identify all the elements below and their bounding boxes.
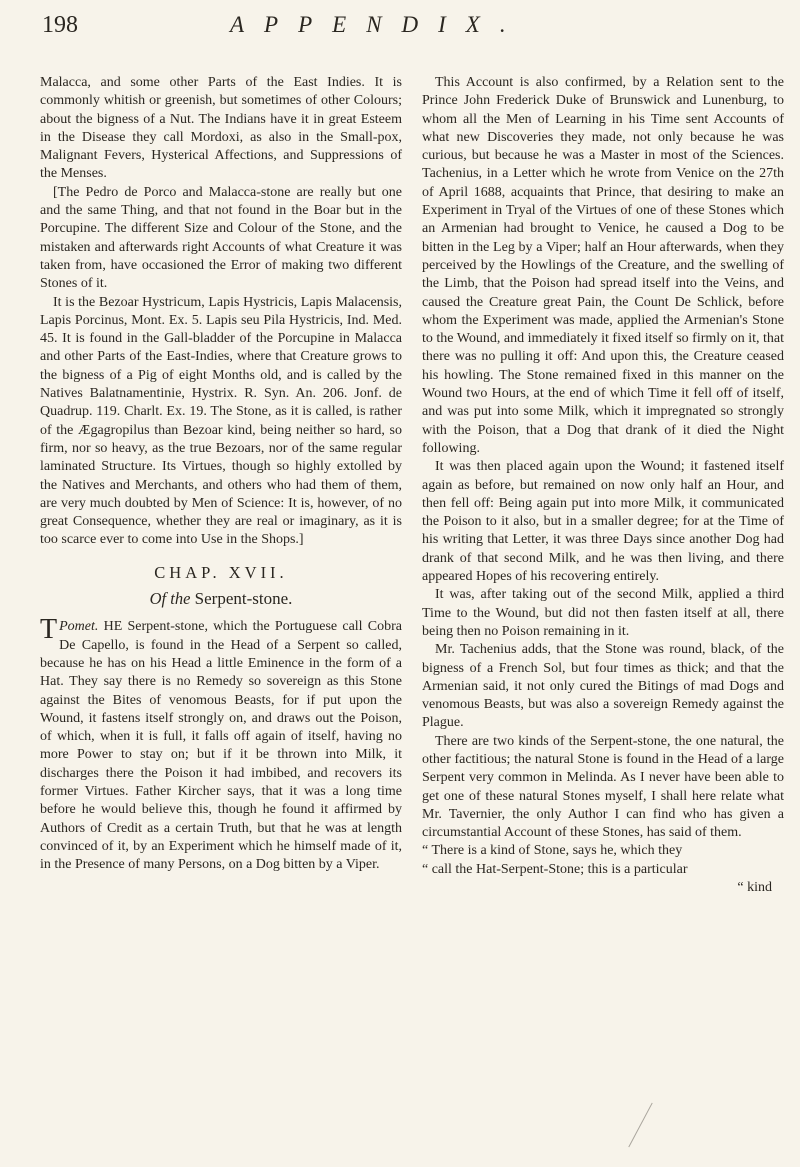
quote-line: “ There is a kind of Stone, says he, which they	[422, 843, 683, 859]
paragraph: It was then placed again upon the Wound; it fastened itself again as before, but remained on now only half an Hour, and then fell off: Being again put into more Milk, it communicated the Poison to it also, but in a smaller degree; for at the Time of his writing that Letter, it was three Days since another Dog had drank of that second Milk, and he was then living, and there appeared Hopes of his recovering entirely.	[422, 459, 784, 585]
chapter-title-prefix: Of the	[149, 589, 191, 609]
paragraph: There are two kinds of the Serpent-stone, the one natural, the other factitious; the natural Stone is found in the Head of a large Serpent very common in Melinda. As I never have been able to get one of these natural Stones myself, I shall here relate what Mr. Tavernier, the only Author I can find who has given a circumstantial Account of these Stones, has said of them.	[422, 733, 784, 841]
catchword: “ kind	[737, 880, 772, 896]
paragraph: It is the Bezoar Hystricum, Lapis Hystricis, Lapis Malacensis, Lapis Porcinus, Mont. Ex. 5. Lapis seu Pila Hystricis, Ind. Med. 45. It is found in the Gall-bladder of the Porcupine in Malacca and other Parts of the East-Indies, where that Creature grows to the bigness of a Pig of eight Months old, and is called by the Natives Balatnamentinie, Hystrix. R. Syn. An. 206. Jonf. de Quadrup. 119. Charlt. Ex. 19. The Stone, as it is called, is rather of the Ægagropilus than Bezoar kind, being neither so hard, so firm, nor so heavy, as the true Bezoars, nor of the same regular laminated Structure. Its Virtues, though so highly extolled by the Natives and Merchants, and others who had them of them, are very much doubted by Men of Science: It is, however, of no great Consequence, whether they are real or imaginary, as it is too scarce ever to come into Use in the Shops.]	[40, 294, 402, 548]
chapter-title	[40, 590, 402, 608]
page-header	[40, 8, 800, 48]
paragraph: Malacca, and some other Parts of the East Indies. It is commonly whitish or greenish, but sometimes of other Colours; about the bigness of a Nut. The Indians have it in great Esteem in the Disease they call Mordoxi, as also in the Small-pox, Malignant Fevers, Hysterical Affections, and Suppressions of the Menses.	[40, 75, 402, 182]
running-title: APPENDIX.	[230, 12, 526, 37]
pencil-mark	[628, 1103, 652, 1148]
left-column	[40, 74, 402, 874]
quote-line: “ call the Hat-Serpent-Stone; this is a particular	[422, 861, 688, 877]
right-column	[422, 74, 784, 897]
page-number: 198	[42, 12, 78, 38]
paragraph: This Account is also confirmed, by a Relation sent to the Prince John Frederick Duke of Brunswick and Lunenburg, to whom all the Men of Learning in his Time sent Accounts of what new Discoveries they made, not only because he was curious, but because he was a Master in most of the Sciences. Tachenius, in a Letter which he wrote from Venice on the 27th of April 1688, acquaints that Prince, that desiring to make an Experiment in Tryal of the Virtues of one of these Stones which an Armenian had brought to Venice, he caused a Dog to be bitten in the Leg by a Viper; half an Hour afterwards, when they perceived by the Howlings of the Creature, and the swelling of the Limb, that the Poison had spread itself into the Veins, and caused the Creature great Pain, the Count De Schlick, before whom the Experiment was made, applied the Armenian's Stone to the Wound, and immediately it fixed itself so firmly on it, that there was no pulling it off: And upon this, the Creature ceased his howling. The Stone remained fixed in this manner on the Wound two Hours, at the end of which Time it fell off of itself, and was put into some Milk, which it impregnated so strongly with the Poison, that a Dog that drank of it died the Night following.	[422, 75, 784, 456]
margin-note: Pomet.	[59, 619, 99, 635]
paragraph: Mr. Tachenius adds, that the Stone was round, black, of the bigness of a French Sol, but four times as thick; and that the Armenian said, it not only cured the Bitings of mad Dogs and venomous Beasts, but was also a sovereign Remedy against the Plague.	[422, 642, 784, 731]
paragraph-text: HE Serpent-stone, which the Portuguese call Cobra De Capello, is found in the Head of a Serpent so called, because he has on his Head a little Eminence in the form of a Hat. They say there is no Remedy so sovereign as this Stone against the Bites of venomous Beasts, for if put upon the Wound, it fastens itself strongly on, and draws out the Poison, of which, when it is full, it falls off again of itself, having no more Power to stay on; but if it be thrown into Milk, it discharges there the Poison it had imbibed, and recovers its former Virtues. Father Kircher says, that it was a long time before he would believe this, though he found it affirmed by Authors of Credit as a certain Truth, but that he was at length convinced of it, by an Experiment which he himself made of it, in the Presence of many Persons, on a Dog bitten by a Viper.	[40, 619, 402, 873]
paragraph: [The Pedro de Porco and Malacca-stone are really but one and the same Thing, and that not found in the Boar but in the Porcupine. The different Size and Colour of the Stone, and the mistaken and afterwards right Accounts of what Creature it was taken from, have occasioned the Error of making two different Stones of it.	[40, 184, 402, 292]
paragraph: It was, after taking out of the second Milk, applied a third Time to the Wound, but did not then fasten itself at all, there being then no Poison remaining in it.	[422, 587, 784, 639]
paragraph	[40, 614, 402, 874]
drop-capital: T	[40, 614, 58, 646]
chapter-heading: CHAP. XVII.	[154, 562, 288, 582]
chapter-title-main: Serpent-stone.	[194, 589, 293, 609]
